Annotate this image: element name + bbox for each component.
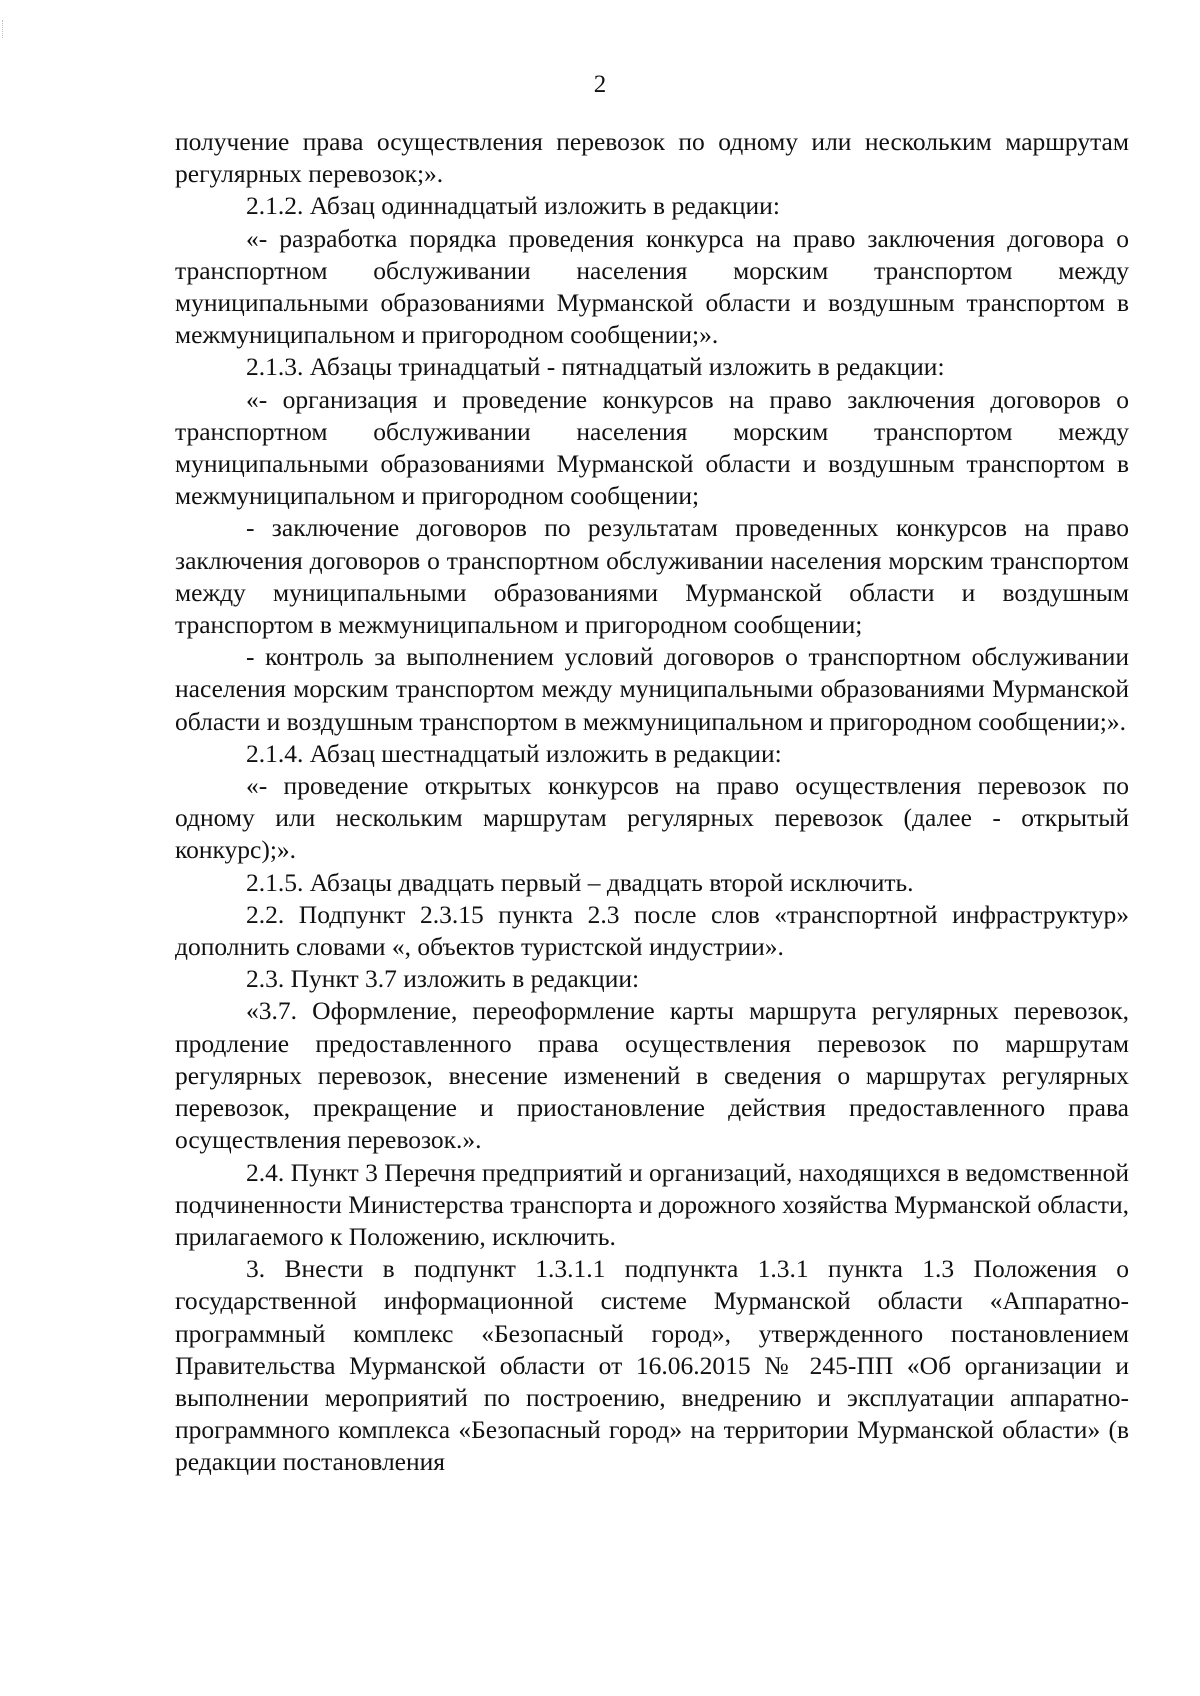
paragraph-quote-4: - контроль за выполнением условий договоров о транспортном обслуживании населения морским транспортом между муниципальными образованиями Мурманской области и воздушным транспортом в межмуниципальном и пригородном сообщении;».	[175, 642, 1129, 736]
paragraph-2-2: 2.2. Подпункт 2.3.15 пункта 2.3 после слов «транспортной инфраструктур» дополнить словами «, объектов туристской индустрии».	[175, 899, 1129, 962]
paragraph-2-1-5: 2.1.5. Абзацы двадцать первый – двадцать второй исключить.	[246, 867, 914, 897]
scan-artifact	[2, 20, 6, 38]
paragraph-quote-1: «- разработка порядка проведения конкурса на право заключения договора о транспортном обслуживании населения морским транспортом между муниципальными образованиями Мурманской области и воздушным транспортом в межмуниципальном и пригородном сообщении;».	[175, 223, 1129, 350]
paragraph-2-1-3: 2.1.3. Абзацы тринадцатый - пятнадцатый изложить в редакции:	[246, 352, 945, 382]
paragraph-quote-3: - заключение договоров по результатам проведенных конкурсов на право заключения договоров о транспортном обслуживании населения морским транспортом между муниципальными образованиями Мурманской области и воздушным транспортом в межмуниципальном и пригородном сообщении;	[175, 513, 1129, 640]
paragraph-quote-3-7: «3.7. Оформление, переоформление карты маршрута регулярных перевозок, продление предоставленного права осуществления перевозок по маршрутам регулярных перевозок, внесение изменений в сведения о маршрутах регулярных перевозок, прекращение и приостановление действия предоставленного права осуществления перевозок.».	[175, 996, 1129, 1155]
paragraph-3: 3. Внести в подпункт 1.3.1.1 подпункта 1.3.1 пункта 1.3 Положения о государственной информационной системе Мурманской области «Аппаратно-программный комплекс «Безопасный город», утвержденного постановлением Правительства Мурманской области от 16.06.2015 № 245-ПП «Об организации и выполнении мероприятий по построению, внедрению и эксплуатации аппаратно-программного комплекса «Безопасный город» на территории Мурманской области» (в редакции постановления	[175, 1254, 1129, 1477]
page-number: 2	[593, 71, 607, 98]
paragraph-continuation: получение права осуществления перевозок по одному или нескольким маршрутам регулярных перевозок;».	[175, 127, 1129, 189]
paragraph-quote-2: «- организация и проведение конкурсов на право заключения договоров о транспортном обслуживании населения морским транспортом между муниципальными образованиями Мурманской области и воздушным транспортом в межмуниципальном и пригородном сообщении;	[175, 384, 1129, 511]
document-body	[175, 126, 1129, 1479]
paragraph-2-4: 2.4. Пункт 3 Перечня предприятий и организаций, находящихся в ведомственной подчиненности Министерства транспорта и дорожного хозяйства Мурманской области, прилагаемого к Положению, исключить.	[175, 1157, 1129, 1251]
paragraph-quote-5: «- проведение открытых конкурсов на право осуществления перевозок по одному или нескольким маршрутам регулярных перевозок (далее - открытый конкурс);».	[175, 771, 1129, 865]
paragraph-2-1-2: 2.1.2. Абзац одиннадцатый изложить в редакции:	[246, 191, 780, 221]
paragraph-2-3: 2.3. Пункт 3.7 изложить в редакции:	[246, 964, 640, 994]
paragraph-2-1-4: 2.1.4. Абзац шестнадцатый изложить в редакции:	[246, 738, 782, 768]
